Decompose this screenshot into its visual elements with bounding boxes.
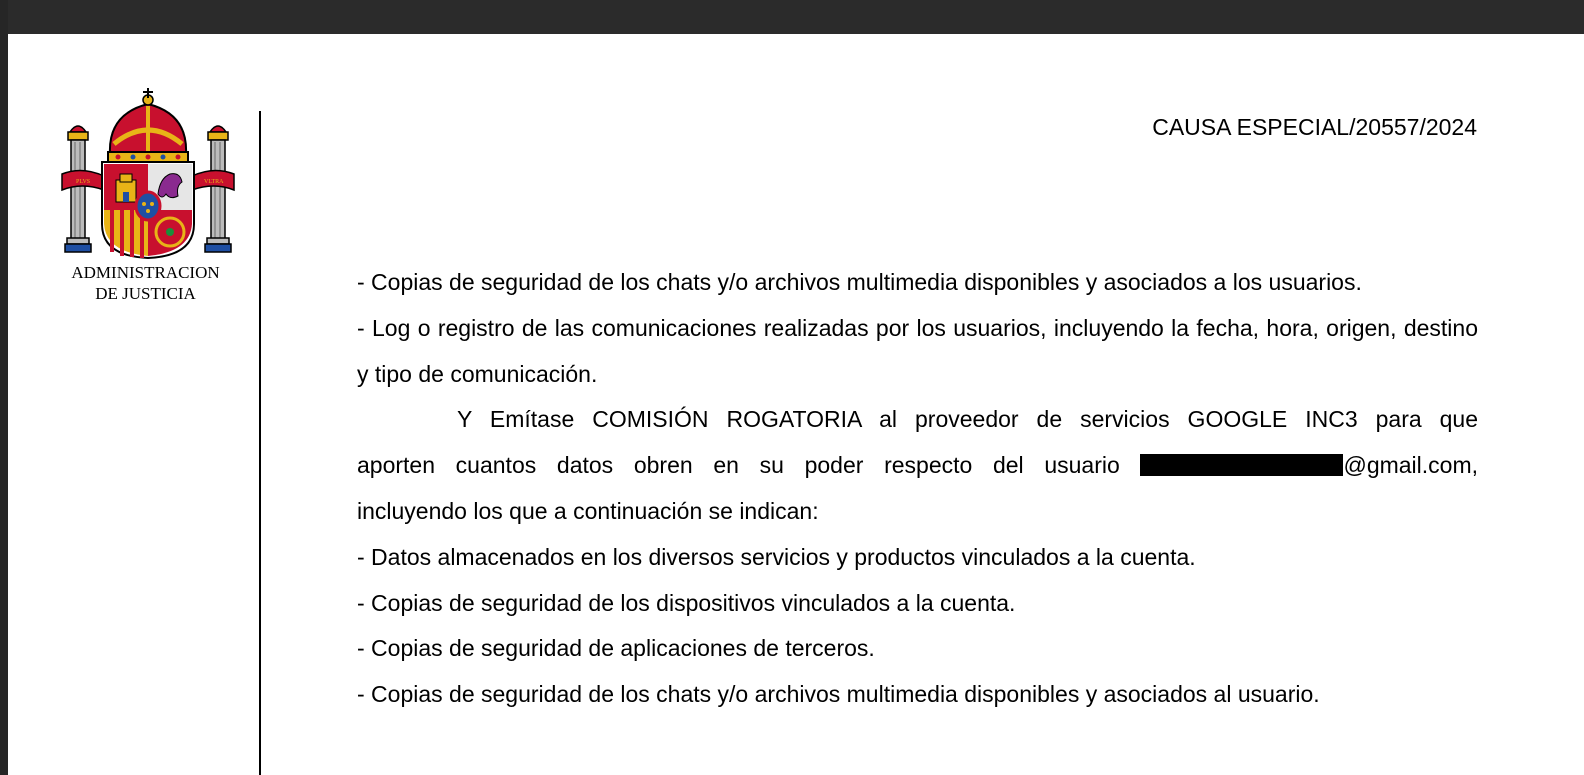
list-item-third-party-backups: - Copias de seguridad de aplicaciones de terceros.	[357, 635, 875, 662]
crown-icon	[108, 88, 188, 162]
paragraph-chat-backups: - Copias de seguridad de los chats y/o archivos multimedia disponibles y asociados a los usuarios.	[357, 269, 1362, 295]
paragraph-rogatory-line-3: incluyendo los que a continuación se indican:	[357, 497, 819, 524]
viewer-left-edge	[0, 0, 8, 775]
institution-caption	[48, 262, 243, 304]
viewer-top-bar	[0, 0, 1584, 34]
paragraph-communications-log: - Log o registro de las comunicaciones realizadas por los usuarios, incluyendo la fecha, hora, origen, destino y tipo de comunicación.	[357, 314, 1478, 387]
document-page	[8, 34, 1584, 775]
vertical-divider	[259, 111, 261, 775]
coat-of-arms-icon	[58, 74, 238, 259]
case-reference: CAUSA ESPECIAL/20557/2024	[1152, 114, 1477, 140]
list-item-stored-data: - Datos almacenados en los diversos servicios y productos vinculados a la cuenta.	[357, 543, 1196, 570]
shield-icon	[102, 162, 194, 258]
redacted-username	[1140, 454, 1343, 476]
email-domain: @gmail.com,	[1343, 452, 1479, 479]
paragraph-rogatory-line-1: Y Emítase COMISIÓN ROGATORIA al proveedor de servicios GOOGLE INC3 para que	[457, 406, 1478, 433]
document-body	[357, 260, 1478, 718]
svg-text:VLTRA: VLTRA	[204, 179, 224, 185]
left-pillar-icon	[65, 126, 91, 252]
rogatory-text-before: aporten cuantos datos obren en su poder respecto del usuario	[357, 452, 1120, 479]
paragraph-rogatory-line-2	[357, 443, 1478, 489]
list-item-user-chat-backups: - Copias de seguridad de los chats y/o archivos multimedia disponibles y asociados al usuario.	[357, 681, 1320, 708]
svg-text:PLVS: PLVS	[76, 179, 91, 185]
list-item-device-backups: - Copias de seguridad de los dispositivos vinculados a la cuenta.	[357, 589, 1016, 616]
caption-line-1: ADMINISTRACION	[71, 263, 220, 282]
right-pillar-icon	[205, 126, 231, 252]
caption-line-2: DE JUSTICIA	[95, 284, 196, 303]
